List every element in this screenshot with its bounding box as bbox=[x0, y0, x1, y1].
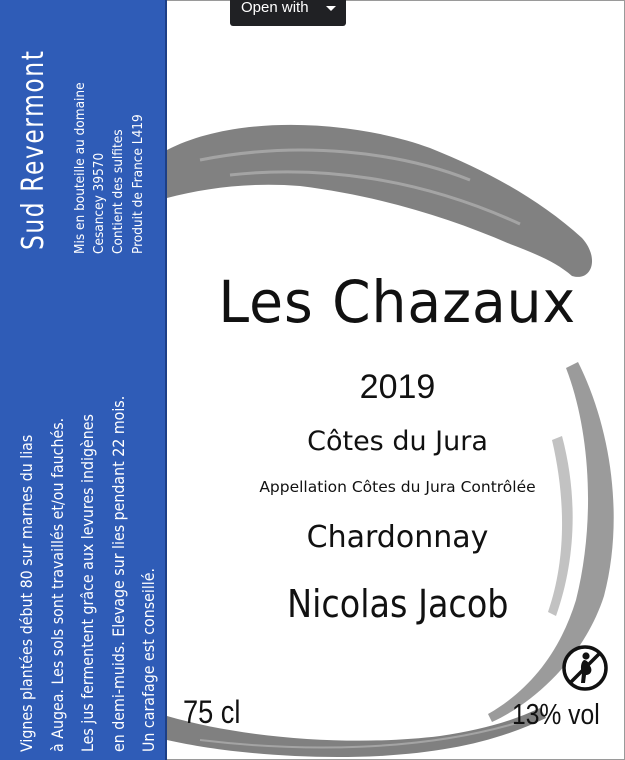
alcohol-content: 13% vol bbox=[512, 699, 600, 731]
producer-name bbox=[170, 582, 625, 626]
side-panel bbox=[0, 0, 167, 760]
description-line: Un carafage est conseillé. bbox=[139, 568, 158, 752]
grape-variety: Chardonnay bbox=[306, 520, 489, 555]
description-line: Les jus fermentent grâce aux levures indigènes bbox=[78, 414, 97, 752]
pregnant-woman-prohibited-icon bbox=[561, 644, 609, 692]
bottling-line: Cesancey 39570 bbox=[91, 152, 108, 254]
brand-name: Sud Revermont bbox=[16, 49, 51, 251]
bottle-volume: 75 cl bbox=[183, 694, 241, 730]
producer-name-text: Nicolas Jacob bbox=[286, 582, 509, 626]
bottling-info bbox=[71, 82, 148, 254]
open-with-button[interactable] bbox=[230, 0, 346, 26]
description-line: en demi-muids. Elevage sur lies pendant 22 mois. bbox=[108, 395, 128, 752]
brush-stroke-top bbox=[167, 125, 592, 277]
description-line: Vignes plantées début 80 sur marnes du lias bbox=[17, 434, 36, 752]
open-with-label: Open with bbox=[241, 0, 309, 16]
wine-title bbox=[170, 268, 625, 336]
caret-down-icon bbox=[325, 3, 337, 13]
wine-title-text: Les Chazaux bbox=[218, 268, 577, 336]
bottling-line: Mis en bouteille au domaine bbox=[72, 82, 88, 254]
description-line: à Augea. Les sols sont travaillés et/ou fauchés. bbox=[47, 417, 67, 752]
vineyard-description bbox=[12, 396, 165, 752]
bottling-line: Contient des sulfites bbox=[110, 129, 127, 254]
bottling-line: Produit de France L419 bbox=[129, 114, 146, 254]
vintage-year: 2019 bbox=[359, 368, 436, 406]
wine-region: Côtes du Jura bbox=[307, 426, 488, 457]
appellation: Appellation Côtes du Jura Contrôlée bbox=[259, 478, 536, 496]
